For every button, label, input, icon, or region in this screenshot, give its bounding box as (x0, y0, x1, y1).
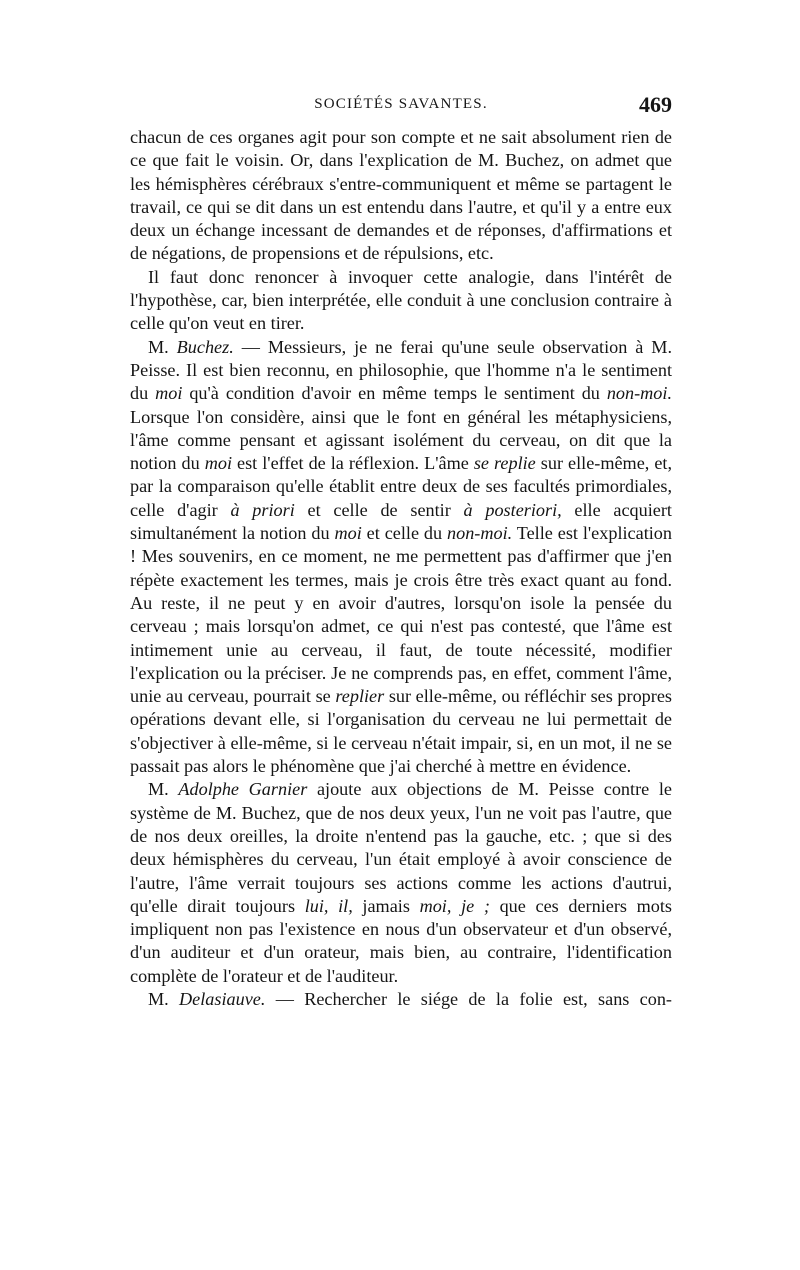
speaker-prefix: M. (148, 988, 180, 1009)
text-run: Telle est l'explication ! Mes souvenirs, en ce moment, ne me permettent pas d'affirmer que j'en répète exactement les termes, mais je crois être très exact quant au fond. Au reste, il ne peut y en avoir d'autres, lorsqu'on isole la pensée du cerveau ; mais lorsqu'on admet, ce qui n'est pas contesté, que l'âme est intimement unie au cerveau, il faut, de toute nécessité, modifier l'explication ou la préciser. Je ne comprends pas, en effet, comment l'âme, unie au cerveau, pourrait se (130, 523, 672, 707)
text-run: Lorsque l'on considère, ainsi que le font en général les métaphysiciens, l'âme comme pensant et agissant isolément du cerveau, on dit que la notion du (130, 406, 672, 474)
italic-term: à posteriori, (463, 499, 562, 520)
paragraph-continuation (130, 126, 672, 266)
italic-term: moi (204, 453, 232, 474)
text-run: ajoute aux objections de M. Peisse contre le système de M. Buchez, que de nos deux yeux, l'un ne voit pas l'autre, que de nos deux oreilles, la droite n'entend pas la gauche, etc. ; que si des deux hémisphères du cerveau, l'un était employé à avoir conscience de l'autre, l'âme verrait toujours ses actions comme les actions d'autrui, qu'elle dirait toujours (130, 779, 672, 916)
italic-term: lui, il, (304, 895, 353, 916)
text-run: elle acquiert simultanément la notion du (130, 499, 672, 544)
italic-term: se replie (473, 453, 536, 474)
text-run: que ces derniers mots impliquent non pas l'existence en nous d'un observateur et d'un observé, d'un auditeur et d'un orateur, mais bien, au contraire, l'identification complète de l'orateur et de l'auditeur. (130, 895, 672, 986)
italic-term: non-moi. (606, 383, 672, 404)
speaker-prefix: M. (148, 779, 179, 800)
speaker-name: Buchez. (176, 336, 234, 357)
text-run: — Messieurs, je ne ferai qu'une seule observation à M. Peisse. Il est bien reconnu, en philosophie, que l'homme n'a le sentiment du (130, 336, 672, 404)
page-number: 469 (639, 92, 672, 117)
text-run: Il faut donc renoncer à invoquer cette analogie, dans l'intérêt de l'hypothèse, car, bien interprétée, elle conduit à une conclusion contraire à celle qu'on veut en tirer. (130, 266, 672, 334)
italic-term: moi, je ; (419, 895, 490, 916)
text-run: jamais (352, 895, 420, 916)
speaker-name: Delasiauve. (179, 988, 266, 1009)
italic-term: à priori (230, 499, 295, 520)
text-run: et celle de sentir (294, 499, 464, 520)
speaker-prefix: M. (148, 336, 177, 357)
text-run: et celle du (361, 523, 448, 544)
paragraph-analogy (130, 266, 672, 336)
paragraph-garnier (130, 778, 672, 988)
text-run: chacun de ces organes agit pour son compte et ne sait absolument rien de ce que fait le voisin. Or, dans l'explication de M. Buchez, on admet que les hémisphères cérébraux s'entre-communiquent et même se partagent le travail, ce qui se dit dans un est entendu dans l'autre, et qu'il y a entre eux deux un échange incessant de demandes et de réponses, d'affirmations et de négations, de propensions et de répulsions, etc. (130, 127, 672, 264)
italic-term: non-moi. (447, 523, 513, 544)
italic-term: replier (335, 686, 385, 707)
text-run: sur elle-même, et, par la comparaison qu'elle établit entre deux de ses facultés primordiales, celle d'agir (130, 453, 673, 520)
italic-term: moi (155, 383, 183, 404)
text-run: sur elle-même, ou réfléchir ses propres opérations devant elle, si l'organisation du cerveau ne lui permettait de s'objectiver à elle-même, si le cerveau n'était impair, si, en un mot, il ne se passait pas alors le phénomène que j'ai cherché à mettre en évidence. (130, 686, 672, 777)
paragraph-buchez (130, 336, 672, 779)
paragraph-delasiauve (130, 988, 672, 1011)
page-header (130, 92, 672, 122)
running-head: SOCIÉTÉS SAVANTES. (314, 96, 488, 112)
speaker-name: Adolphe Garnier (178, 779, 308, 800)
italic-term: moi (334, 523, 362, 544)
text-run: est l'effet de la réflexion. L'âme (232, 453, 474, 474)
text-run: — Rechercher le siége de la folie est, sans con- (265, 988, 672, 1009)
text-run: qu'à condition d'avoir en même temps le sentiment du (182, 383, 607, 404)
body-text (130, 126, 672, 1011)
